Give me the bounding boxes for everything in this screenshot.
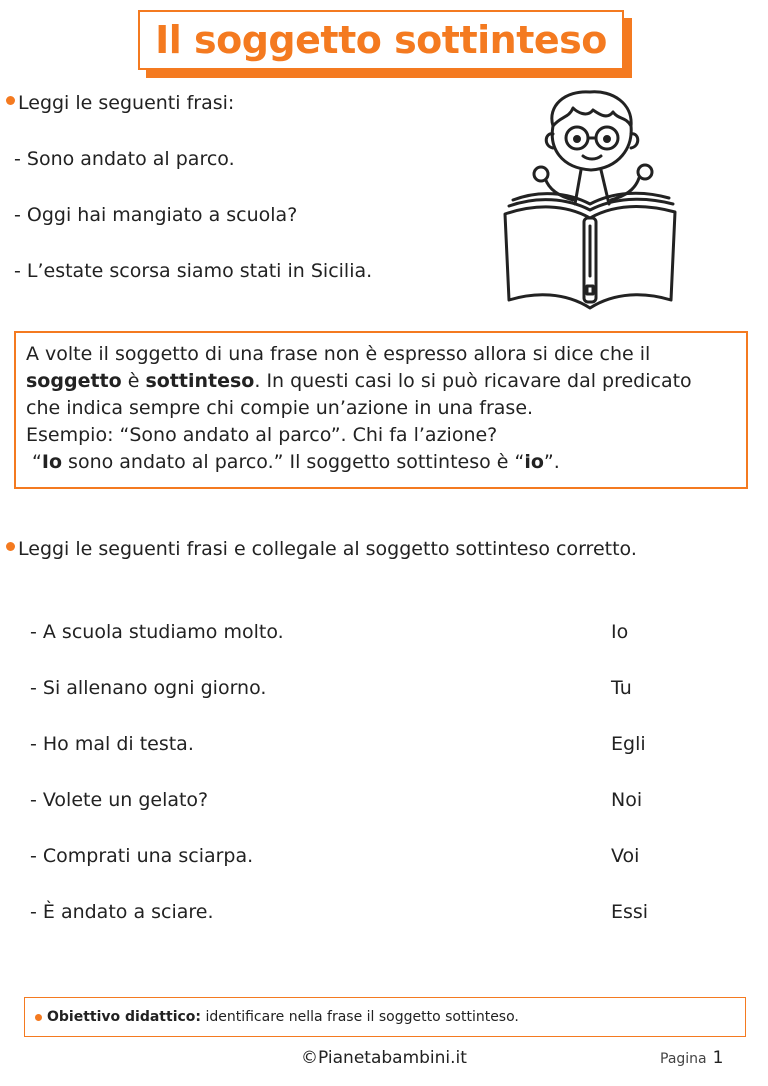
objective-text: identificare nella frase il soggetto sottinteso. xyxy=(201,1009,519,1025)
bold-term: sottinteso xyxy=(145,370,255,392)
match-subject[interactable]: Voi xyxy=(611,845,640,867)
explanation-text: “ xyxy=(26,451,42,473)
section1-instruction: Leggi le seguenti frasi: xyxy=(18,92,235,114)
child-reading-book-icon xyxy=(495,86,690,316)
explanation-line xyxy=(26,449,736,476)
section1-sentence: - L’estate scorsa siamo stati in Sicilia. xyxy=(14,260,373,282)
bold-term: Io xyxy=(41,451,63,473)
explanation-text: è xyxy=(121,370,146,392)
explanation-box xyxy=(14,331,748,489)
match-sentence[interactable]: - Comprati una sciarpa. xyxy=(30,845,254,867)
section1-sentence: - Oggi hai mangiato a scuola? xyxy=(14,204,298,226)
explanation-text: . In questi casi lo si può ricavare dal predicato xyxy=(254,370,692,392)
match-sentence[interactable]: - Ho mal di testa. xyxy=(30,733,194,755)
match-subject[interactable]: Tu xyxy=(611,677,632,699)
section1-instruction-line xyxy=(6,92,234,114)
footer-site[interactable]: ©Pianetabambini.it xyxy=(301,1048,467,1068)
explanation-line: che indica sempre chi compie un’azione in una frase. xyxy=(26,397,534,419)
explanation-line: A volte il soggetto di una frase non è espresso allora si dice che il xyxy=(26,343,651,365)
match-sentence[interactable]: - Volete un gelato? xyxy=(30,789,209,811)
objective-label: Obiettivo didattico: xyxy=(47,1009,202,1025)
match-subject[interactable]: Essi xyxy=(611,901,649,923)
title-box xyxy=(138,10,624,70)
bold-term: io xyxy=(524,451,544,473)
match-subject[interactable]: Noi xyxy=(611,789,643,811)
bullet-icon xyxy=(6,542,15,551)
bullet-icon xyxy=(35,1014,42,1021)
match-sentence[interactable]: - A scuola studiamo molto. xyxy=(30,621,284,643)
page-title: Il soggetto sottinteso xyxy=(155,18,607,62)
section2-instruction-line xyxy=(6,538,637,560)
match-subject[interactable]: Io xyxy=(611,621,629,643)
explanation-text: ”. xyxy=(543,451,560,473)
page-label: Pagina xyxy=(660,1051,707,1067)
explanation-line: Esempio: “Sono andato al parco”. Chi fa l’azione? xyxy=(26,424,498,446)
page-number xyxy=(660,1048,723,1068)
section1-sentence: - Sono andato al parco. xyxy=(14,148,235,170)
bold-term: soggetto xyxy=(26,370,122,392)
page-number-value: 1 xyxy=(712,1048,724,1068)
bullet-icon xyxy=(6,96,15,105)
match-subject[interactable]: Egli xyxy=(611,733,646,755)
match-sentence[interactable]: - È andato a sciare. xyxy=(30,901,214,923)
explanation-line xyxy=(26,368,736,395)
title-banner xyxy=(138,10,624,70)
objective-box xyxy=(24,997,746,1037)
section2-instruction: Leggi le seguenti frasi e collegale al soggetto sottinteso corretto. xyxy=(18,538,637,560)
explanation-text: sono andato al parco.” Il soggetto sottinteso è “ xyxy=(62,451,525,473)
match-sentence[interactable]: - Si allenano ogni giorno. xyxy=(30,677,267,699)
